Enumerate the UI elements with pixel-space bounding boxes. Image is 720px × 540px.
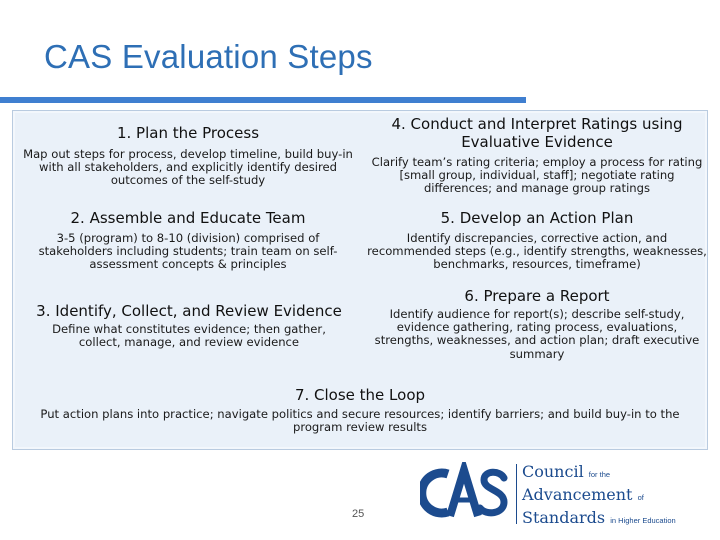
step-7-heading: 7. Close the Loop [294, 386, 426, 404]
step-2-description: 3-5 (program) to 8-10 (division) comprised of stakeholders including students; train team on self-assessment concepts & principles [38, 231, 338, 272]
step-6 [366, 287, 708, 361]
step-1 [20, 124, 356, 188]
step-5 [364, 209, 710, 272]
step-5-heading: 5. Develop an Action Plan [440, 209, 634, 227]
slide-title: CAS Evaluation Steps [44, 38, 373, 75]
logo-word-for-the: for the [588, 470, 611, 479]
step-2-heading: 2. Assemble and Educate Team [70, 209, 306, 227]
step-1-heading: 1. Plan the Process [116, 124, 260, 142]
logo-word-standards: Standards [522, 508, 606, 527]
step-7 [18, 386, 702, 434]
step-4 [364, 115, 710, 196]
page-number: 25 [352, 508, 365, 520]
logo-word-of: of [637, 493, 644, 502]
logo-word-advancement: Advancement [522, 485, 633, 504]
logo-wordmark [522, 462, 692, 531]
step-7-description: Put action plans into practice; navigate politics and secure resources; identify barriers; and build buy-in to the program review results [40, 407, 680, 435]
title-underline [0, 97, 526, 103]
step-5-description: Identify discrepancies, corrective action, and recommended steps (e.g., identify strengths, weaknesses, benchmarks, resources, timeframe) [367, 231, 707, 272]
cas-logo-mark [420, 462, 510, 524]
step-4-description: Clarify team’s rating criteria; employ a process for rating [small group, individual, staff]; negotiate rating differences; and manage group ratings [371, 155, 703, 196]
step-3 [18, 302, 360, 349]
cas-logo [420, 462, 690, 530]
logo-divider [516, 464, 517, 524]
logo-word-higher-education: in Higher Education [610, 516, 676, 525]
step-2 [20, 209, 356, 272]
step-3-heading: 3. Identify, Collect, and Review Evidence [36, 302, 342, 320]
step-1-description: Map out steps for process, develop timeline, build buy-in with all stakeholders, and explicitly identify desired outcomes of the self-study [23, 147, 353, 188]
step-6-heading: 6. Prepare a Report [464, 287, 610, 305]
step-6-description: Identify audience for report(s); describe self-study, evidence gathering, rating process, evaluations, strengths, weaknesses, and action plan; draft executive summary [374, 307, 700, 361]
logo-word-council: Council [522, 462, 584, 481]
step-4-heading: 4. Conduct and Interpret Ratings using Evaluative Evidence [391, 115, 683, 151]
step-3-description: Define what constitutes evidence; then gather, collect, manage, and review evidence [52, 322, 326, 350]
